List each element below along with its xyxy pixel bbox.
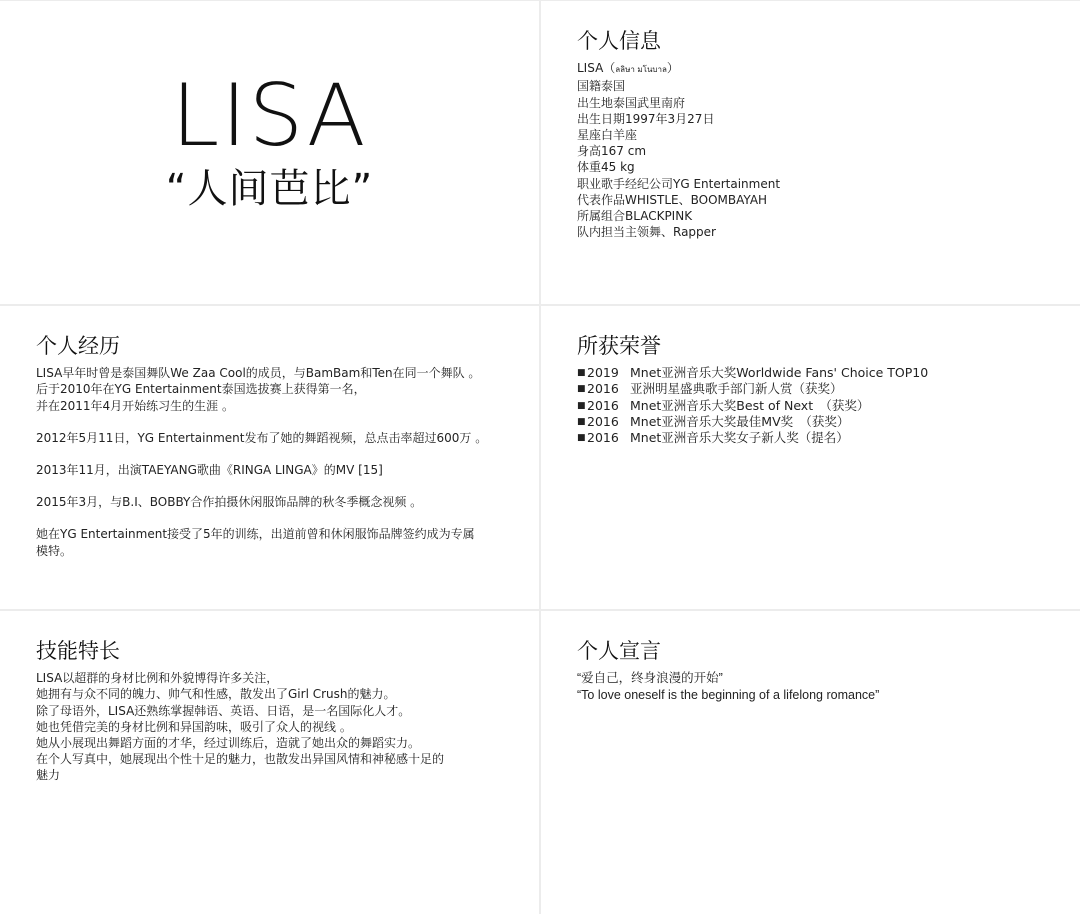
- square-bullet-icon: ■: [577, 416, 586, 427]
- skills-line: 除了母语外，LISA还熟练掌握韩语、英语、日语，是一名国际化人才。: [36, 703, 411, 718]
- experience-paragraph: 2013年11月，出演TAEYANG歌曲《RINGA LINGA》的MV [15]: [36, 463, 383, 477]
- experience-paragraph: 2015年3月，与B.I、BOBBY合作拍摄休闲服饰品牌的秋冬季概念视频 。: [36, 495, 423, 510]
- experience-paragraph: 她在YG Entertainment接受了5年的训练，出道前曾和休闲服饰品牌签约成为专属 模特。: [36, 527, 475, 558]
- honors-panel: [541, 306, 1080, 609]
- experience-panel: [0, 306, 539, 609]
- skills-line: 她也凭借完美的身材比例和异国韵味，吸引了众人的视线 。: [36, 719, 352, 734]
- info-line: 体重45 kg: [577, 160, 635, 175]
- skills-line: 她拥有与众不同的魄力、帅气和性感，散发出了Girl Crush的魅力。: [36, 687, 396, 702]
- declaration-heading: 个人宣言: [577, 639, 661, 663]
- experience-heading: 个人经历: [36, 334, 120, 358]
- experience-text: [36, 365, 515, 559]
- info-line: 代表作品WHISTLE、BOOMBAYAH: [577, 192, 768, 207]
- square-bullet-icon: ■: [577, 384, 586, 395]
- honors-heading: 所获荣誉: [577, 334, 661, 358]
- skills-text: [36, 670, 515, 783]
- personal-info-list: [577, 60, 1056, 240]
- skills-line: LISA以超群的身材比例和外貌博得许多关注，: [36, 671, 279, 686]
- info-line: 国籍泰国: [577, 79, 626, 94]
- skills-line: 魅力: [36, 768, 61, 783]
- declaration-en: “To love oneself is the beginning of a lifelong romance”: [577, 687, 880, 702]
- list-item: ■ 2016 Mnet亚洲音乐大奖Best of Next （获奖）: [577, 397, 870, 413]
- square-bullet-icon: ■: [577, 433, 586, 443]
- square-bullet-icon: ■: [577, 368, 586, 379]
- artist-nickname: “人间芭比”: [165, 166, 374, 212]
- personal-info-panel: [541, 1, 1080, 304]
- skills-panel: [0, 611, 539, 914]
- declaration-cn: “爱自己，终身浪漫的开始”: [577, 671, 723, 686]
- info-line: 职业歌手经纪公司YG Entertainment: [577, 176, 781, 191]
- personal-info-heading: 个人信息: [577, 29, 661, 53]
- list-item: ■ 2016 Mnet亚洲音乐大奖女子新人奖（提名）: [577, 430, 849, 445]
- list-item: ■ 2016 亚洲明星盛典歌手部门新人赏（获奖）: [577, 381, 843, 397]
- skills-heading: 技能特长: [36, 639, 120, 663]
- list-item: ■ 2016 Mnet亚洲音乐大奖最佳MV奖 （获奖）: [577, 413, 850, 429]
- experience-paragraph: 2012年5月11日，YG Entertainment发布了她的舞蹈视频，总点击率超过600万 。: [36, 430, 488, 445]
- experience-paragraph: LISA早年时曾是泰国舞队We Zaa Cool的成员，与BamBam和Ten在同一个舞队 。 后于2010年在YG Entertainment泰国选拔赛上获得第一名， 并在2011年4月开始练习生的生涯 。: [36, 366, 481, 413]
- info-line: 星座白羊座: [577, 128, 638, 142]
- name-line: LISA（ลลิษา มโนบาล）: [577, 61, 679, 76]
- info-line: 出生地泰国武里南府: [577, 95, 686, 110]
- info-line: 身高167 cm: [577, 144, 647, 159]
- square-bullet-icon: ■: [577, 400, 586, 411]
- declaration-text: [577, 670, 1056, 703]
- info-line: 队内担当主领舞、Rapper: [577, 225, 716, 240]
- declaration-panel: [541, 611, 1080, 914]
- honors-list: [577, 365, 1056, 446]
- title-card: [0, 1, 539, 304]
- skills-line: 在个人写真中，她展现出个性十足的魅力，也散发出异国风情和神秘感十足的: [36, 752, 445, 767]
- thai-name: ลลิษา มโนบาล: [615, 65, 667, 75]
- info-line: 所属组合BLACKPINK: [577, 209, 693, 224]
- info-line: 出生日期1997年3月27日: [577, 111, 715, 126]
- skills-line: 她从小展现出舞蹈方面的才华，经过训练后，造就了她出众的舞蹈实力。: [36, 736, 421, 750]
- list-item: ■ 2019 Mnet亚洲音乐大奖Worldwide Fans' Choice TOP10: [577, 365, 929, 381]
- artist-name: LISA: [171, 66, 368, 166]
